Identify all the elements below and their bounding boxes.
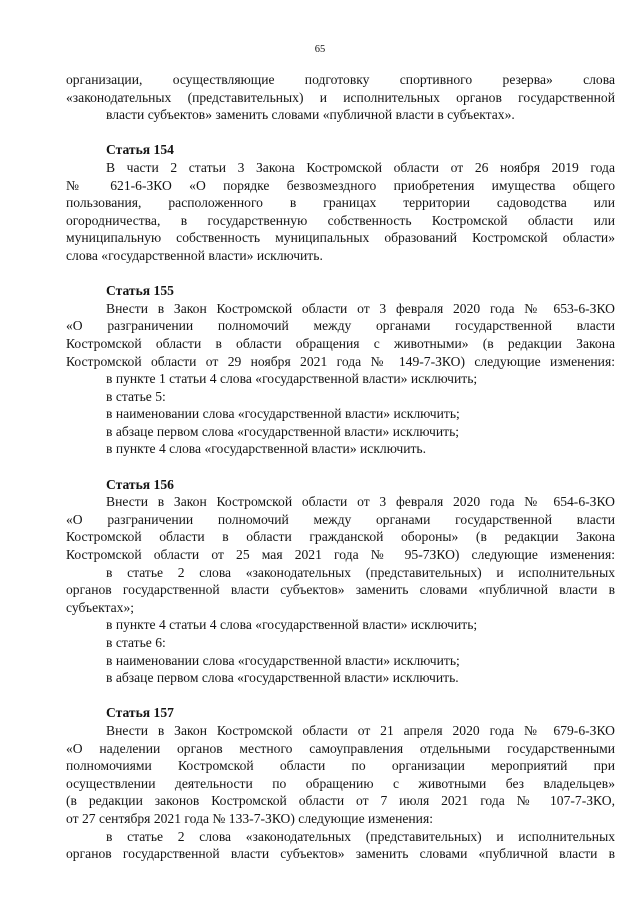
text-line: в наименовании слова «государственной власти» исключить; xyxy=(106,406,460,422)
text-line: «О разграничении полномочий между органами государственной власти xyxy=(66,318,615,334)
text-line: «законодательных (представительных) и исполнительных органов государственной xyxy=(66,89,615,105)
text-line: Костромской области от 29 ноября 2021 года № 149-7-ЗКО) следующие изменения: xyxy=(66,353,615,369)
document-body xyxy=(66,71,615,863)
text-line: полномочиями Костромской области по организации мероприятий при xyxy=(66,758,615,774)
text-line: от 27 сентября 2021 года № 133-7-ЗКО) следующие изменения: xyxy=(66,810,433,826)
text-line: в пункте 1 статьи 4 слова «государственной власти» исключить; xyxy=(106,371,478,387)
text-line: в статье 5: xyxy=(106,388,166,404)
article-heading-157: Статья 157 xyxy=(106,705,174,721)
text-line: В части 2 статьи 3 Закона Костромской области от 26 ноября 2019 года xyxy=(106,159,615,175)
page-number: 65 xyxy=(314,44,326,55)
article-heading-156: Статья 156 xyxy=(106,476,174,492)
article-heading-154: Статья 154 xyxy=(106,142,174,158)
text-line: пользования, расположенного в границах территории садоводства или xyxy=(66,195,615,211)
text-line: органов государственной власти субъектов» заменить словами «публичной власти в xyxy=(66,582,615,598)
text-line: Внести в Закон Костромской области от 3 февраля 2020 года № 653-6-ЗКО xyxy=(106,300,615,316)
paragraph-gap xyxy=(66,687,615,705)
text-line: организации, осуществляющие подготовку спортивного резерва» слова xyxy=(66,72,615,87)
text-line: в пункте 4 статьи 4 слова «государственной власти» исключить; xyxy=(106,617,478,633)
text-line: в пункте 4 слова «государственной власти» исключить. xyxy=(106,441,427,457)
text-line: в статье 2 слова «законодательных (представительных) и исполнительных xyxy=(106,564,615,580)
text-line: в статье 6: xyxy=(106,635,166,650)
text-line: Внести в Закон Костромской области от 21 апреля 2020 года № 679-6-ЗКО xyxy=(106,722,615,738)
text-line: в абзаце первом слова «государственной власти» исключить. xyxy=(106,670,459,686)
text-line: власти субъектов» заменить словами «публичной власти в субъектах». xyxy=(106,107,515,123)
text-line: слова «государственной власти» исключить. xyxy=(66,247,323,263)
text-line: Внести в Закон Костромской области от 3 февраля 2020 года № 654-6-ЗКО xyxy=(106,494,615,510)
paragraph-gap xyxy=(66,458,615,476)
text-line: в наименовании слова «государственной власти» исключить; xyxy=(106,652,460,668)
text-line: осуществлении деятельности по обращению с животными без владельцев» xyxy=(66,775,615,791)
text-line: в абзаце первом слова «государственной власти» исключить; xyxy=(106,423,460,439)
text-line: «О наделении органов местного самоуправления отдельными государственными xyxy=(66,740,615,756)
text-line: Костромской области в области обращения с животными» (в редакции Закона xyxy=(66,335,615,351)
text-line: субъектах»; xyxy=(66,599,135,615)
article-heading-155: Статья 155 xyxy=(106,283,174,299)
text-line: Костромской области в области гражданской обороны» (в редакции Закона xyxy=(66,529,615,545)
text-line: (в редакции законов Костромской области от 7 июля 2021 года № 107-7-ЗКО, xyxy=(66,793,615,809)
text-line: № 621-6-ЗКО «О порядке безвозмездного приобретения имущества общего xyxy=(66,177,615,193)
text-line: «О разграничении полномочий между органами государственной власти xyxy=(66,511,615,527)
text-line: муниципальную собственность муниципальных образований Костромской области» xyxy=(66,230,615,246)
paragraph-gap xyxy=(66,265,615,283)
text-line: в статье 2 слова «законодательных (представительных) и исполнительных xyxy=(106,828,615,844)
text-line: огородничества, в государственную собственность Костромской области или xyxy=(66,212,615,228)
text-line: Костромской области от 25 мая 2021 года № 95-7ЗКО) следующие изменения: xyxy=(66,547,615,563)
paragraph-gap xyxy=(66,124,615,142)
text-line: органов государственной власти субъектов» заменить словами «публичной власти в xyxy=(66,846,615,862)
